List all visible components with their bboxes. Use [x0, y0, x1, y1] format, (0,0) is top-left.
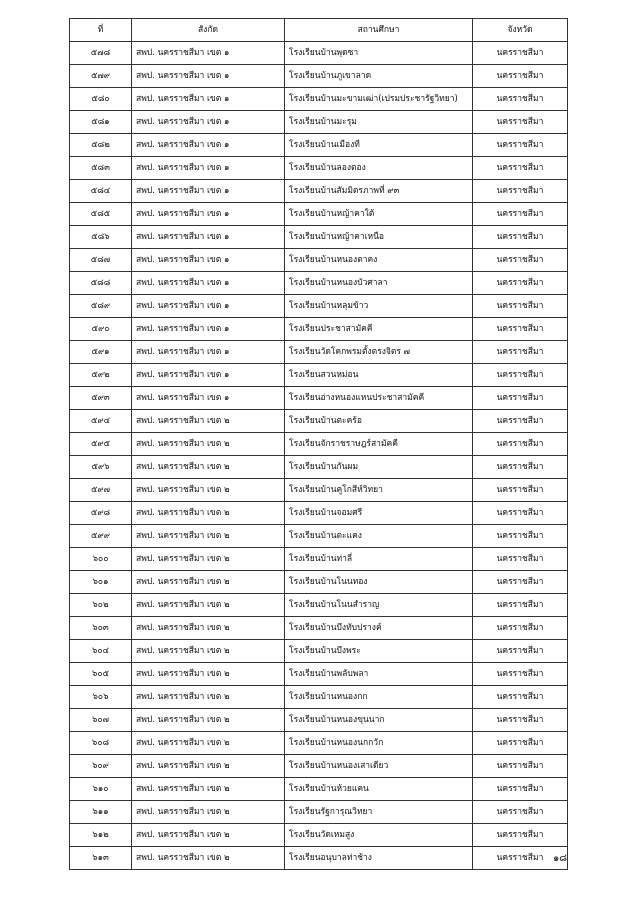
row-province: นครราชสีมา — [473, 410, 568, 433]
header-area: สังกัด — [132, 19, 285, 42]
row-area: สพป. นครราชสีมา เขต ๒ — [132, 410, 285, 433]
row-number: ๕๘๑ — [70, 111, 132, 134]
row-school-name: โรงเรียนบ้านหญ้าคาเหนือ — [285, 226, 473, 249]
table-row — [70, 571, 568, 594]
row-province: นครราชสีมา — [473, 755, 568, 778]
table-row — [70, 755, 568, 778]
header-no: ที่ — [70, 19, 132, 42]
row-area: สพป. นครราชสีมา เขต ๒ — [132, 686, 285, 709]
table-row — [70, 134, 568, 157]
row-province: นครราชสีมา — [473, 318, 568, 341]
row-school-name: โรงเรียนบ้านมะรุม — [285, 111, 473, 134]
row-number: ๕๘๒ — [70, 134, 132, 157]
row-school-name: โรงเรียนบ้านท่าลี่ — [285, 548, 473, 571]
row-province: นครราชสีมา — [473, 732, 568, 755]
row-school-name: โรงเรียนบ้านโนนสำราญ — [285, 594, 473, 617]
row-number: ๕๙๔ — [70, 410, 132, 433]
row-school-name: โรงเรียนบ้านลองตอง — [285, 157, 473, 180]
row-province: นครราชสีมา — [473, 502, 568, 525]
row-school-name: โรงเรียนบ้านหนองเสาเดียว — [285, 755, 473, 778]
row-area: สพป. นครราชสีมา เขต ๒ — [132, 617, 285, 640]
row-province: นครราชสีมา — [473, 65, 568, 88]
row-number: ๕๘๐ — [70, 88, 132, 111]
row-school-name: โรงเรียนบ้านกันผม — [285, 456, 473, 479]
table-row — [70, 548, 568, 571]
row-number: ๖๑๑ — [70, 801, 132, 824]
row-school-name: โรงเรียนสวนหม่อน — [285, 364, 473, 387]
row-area: สพป. นครราชสีมา เขต ๑ — [132, 42, 285, 65]
row-area: สพป. นครราชสีมา เขต ๒ — [132, 456, 285, 479]
row-province: นครราชสีมา — [473, 203, 568, 226]
row-province: นครราชสีมา — [473, 778, 568, 801]
row-school-name: โรงเรียนบ้านเมืองที — [285, 134, 473, 157]
row-province: นครราชสีมา — [473, 341, 568, 364]
table-row — [70, 318, 568, 341]
row-area: สพป. นครราชสีมา เขต ๑ — [132, 364, 285, 387]
row-school-name: โรงเรียนบ้านตะแคง — [285, 525, 473, 548]
row-school-name: โรงเรียนรัฐการุณวิทยา — [285, 801, 473, 824]
row-area: สพป. นครราชสีมา เขต ๒ — [132, 525, 285, 548]
table-row — [70, 111, 568, 134]
row-province: นครราชสีมา — [473, 686, 568, 709]
table-row — [70, 272, 568, 295]
row-number: ๖๑๓ — [70, 847, 132, 870]
table-row — [70, 203, 568, 226]
table-row — [70, 364, 568, 387]
row-school-name: โรงเรียนบ้านพลับพลา — [285, 663, 473, 686]
row-school-name: โรงเรียนจักราชราษฎร์สามัคคี — [285, 433, 473, 456]
table-row — [70, 180, 568, 203]
row-area: สพป. นครราชสีมา เขต ๑ — [132, 203, 285, 226]
row-province: นครราชสีมา — [473, 226, 568, 249]
row-number: ๕๗๘ — [70, 42, 132, 65]
row-school-name: โรงเรียนบ้านภูเขาลาด — [285, 65, 473, 88]
row-area: สพป. นครราชสีมา เขต ๑ — [132, 157, 285, 180]
row-school-name: โรงเรียนอ่างหนองแหนประชาสามัคคี — [285, 387, 473, 410]
row-area: สพป. นครราชสีมา เขต ๑ — [132, 341, 285, 364]
row-province: นครราชสีมา — [473, 640, 568, 663]
row-school-name: โรงเรียนบ้านหญ้าคาใต้ — [285, 203, 473, 226]
row-number: ๕๙๙ — [70, 525, 132, 548]
row-school-name: โรงเรียนบ้านหนองบัวศาลา — [285, 272, 473, 295]
table-row — [70, 387, 568, 410]
row-area: สพป. นครราชสีมา เขต ๑ — [132, 387, 285, 410]
table-row — [70, 525, 568, 548]
row-province: นครราชสีมา — [473, 617, 568, 640]
table-row — [70, 42, 568, 65]
row-area: สพป. นครราชสีมา เขต ๒ — [132, 755, 285, 778]
row-number: ๕๘๓ — [70, 157, 132, 180]
row-area: สพป. นครราชสีมา เขต ๒ — [132, 709, 285, 732]
row-province: นครราชสีมา — [473, 456, 568, 479]
table-row — [70, 502, 568, 525]
row-province: นครราชสีมา — [473, 594, 568, 617]
row-province: นครราชสีมา — [473, 157, 568, 180]
row-province: นครราชสีมา — [473, 801, 568, 824]
row-area: สพป. นครราชสีมา เขต ๑ — [132, 134, 285, 157]
table-row — [70, 410, 568, 433]
row-school-name: โรงเรียนบ้านจอมศรี — [285, 502, 473, 525]
row-school-name: โรงเรียนบ้านบึงทับปรางค์ — [285, 617, 473, 640]
row-area: สพป. นครราชสีมา เขต ๒ — [132, 732, 285, 755]
header-row — [70, 19, 568, 42]
row-number: ๖๐๗ — [70, 709, 132, 732]
row-school-name: โรงเรียนบ้านห้วยแคน — [285, 778, 473, 801]
table-row — [70, 617, 568, 640]
table-header — [70, 19, 568, 42]
row-area: สพป. นครราชสีมา เขต ๒ — [132, 571, 285, 594]
row-number: ๖๑๐ — [70, 778, 132, 801]
table-row — [70, 640, 568, 663]
row-number: ๕๘๖ — [70, 226, 132, 249]
table-row — [70, 341, 568, 364]
row-province: นครราชสีมา — [473, 847, 568, 870]
row-school-name: โรงเรียนบ้านโนนทอง — [285, 571, 473, 594]
row-number: ๕๙๐ — [70, 318, 132, 341]
row-province: นครราชสีมา — [473, 134, 568, 157]
row-number: ๖๐๔ — [70, 640, 132, 663]
row-school-name: โรงเรียนบ้านหนองนกกวัก — [285, 732, 473, 755]
row-province: นครราชสีมา — [473, 249, 568, 272]
header-school: สถานศึกษา — [285, 19, 473, 42]
row-province: นครราชสีมา — [473, 180, 568, 203]
row-number: ๕๙๘ — [70, 502, 132, 525]
row-province: นครราชสีมา — [473, 295, 568, 318]
row-number: ๖๑๒ — [70, 824, 132, 847]
table-row — [70, 88, 568, 111]
row-school-name: โรงเรียนบ้านหนองกก — [285, 686, 473, 709]
table-row — [70, 433, 568, 456]
row-school-name: โรงเรียนบ้านหนองขุนนาก — [285, 709, 473, 732]
row-province: นครราชสีมา — [473, 525, 568, 548]
table-row — [70, 479, 568, 502]
row-province: นครราชสีมา — [473, 709, 568, 732]
row-area: สพป. นครราชสีมา เขต ๒ — [132, 548, 285, 571]
row-number: ๖๐๑ — [70, 571, 132, 594]
row-area: สพป. นครราชสีมา เขต ๒ — [132, 433, 285, 456]
row-area: สพป. นครราชสีมา เขต ๒ — [132, 847, 285, 870]
row-area: สพป. นครราชสีมา เขต ๑ — [132, 272, 285, 295]
row-area: สพป. นครราชสีมา เขต ๑ — [132, 318, 285, 341]
row-province: นครราชสีมา — [473, 88, 568, 111]
row-area: สพป. นครราชสีมา เขต ๒ — [132, 502, 285, 525]
row-number: ๕๘๙ — [70, 295, 132, 318]
table-row — [70, 801, 568, 824]
row-school-name: โรงเรียนประชาสามัคคี — [285, 318, 473, 341]
table-row — [70, 295, 568, 318]
row-number: ๕๙๖ — [70, 456, 132, 479]
row-number: ๕๙๑ — [70, 341, 132, 364]
table-row — [70, 709, 568, 732]
table-row — [70, 847, 568, 870]
row-area: สพป. นครราชสีมา เขต ๒ — [132, 824, 285, 847]
row-number: ๕๘๕ — [70, 203, 132, 226]
table-row — [70, 594, 568, 617]
row-number: ๖๐๓ — [70, 617, 132, 640]
row-province: นครราชสีมา — [473, 387, 568, 410]
row-school-name: โรงเรียนบ้านหนองตาคง — [285, 249, 473, 272]
row-school-name: โรงเรียนบ้านคูโกสีห์วิทยา — [285, 479, 473, 502]
table-row — [70, 157, 568, 180]
row-province: นครราชสีมา — [473, 479, 568, 502]
row-school-name: โรงเรียนบ้านมะขามเฒ่า(เปรมประชารัฐวิทยา) — [285, 88, 473, 111]
row-number: ๕๘๘ — [70, 272, 132, 295]
row-area: สพป. นครราชสีมา เขต ๑ — [132, 226, 285, 249]
row-area: สพป. นครราชสีมา เขต ๒ — [132, 479, 285, 502]
row-number: ๖๐๕ — [70, 663, 132, 686]
row-area: สพป. นครราชสีมา เขต ๑ — [132, 249, 285, 272]
row-area: สพป. นครราชสีมา เขต ๑ — [132, 88, 285, 111]
table-row — [70, 663, 568, 686]
header-province: จังหวัด — [473, 19, 568, 42]
row-school-name: โรงเรียนบ้านตะคร้อ — [285, 410, 473, 433]
row-school-name: โรงเรียนวัดโคกพรมตั้งตรงจิตร ๗ — [285, 341, 473, 364]
school-list-table — [69, 18, 568, 870]
page-number: ๑๘ — [552, 853, 567, 864]
row-number: ๕๙๓ — [70, 387, 132, 410]
row-school-name: โรงเรียนบ้านสัมมิตรภาพที่ ๙๓ — [285, 180, 473, 203]
table-row — [70, 249, 568, 272]
row-school-name: โรงเรียนบ้านพุดซา — [285, 42, 473, 65]
row-area: สพป. นครราชสีมา เขต ๒ — [132, 640, 285, 663]
table-row — [70, 686, 568, 709]
row-school-name: โรงเรียนวัดเหมสูง — [285, 824, 473, 847]
row-number: ๖๐๐ — [70, 548, 132, 571]
row-number: ๕๘๔ — [70, 180, 132, 203]
row-number: ๖๐๘ — [70, 732, 132, 755]
table-row — [70, 456, 568, 479]
row-school-name: โรงเรียนบ้านหลุมข้าว — [285, 295, 473, 318]
row-number: ๕๙๕ — [70, 433, 132, 456]
row-number: ๕๙๗ — [70, 479, 132, 502]
row-province: นครราชสีมา — [473, 433, 568, 456]
row-province: นครราชสีมา — [473, 42, 568, 65]
row-area: สพป. นครราชสีมา เขต ๒ — [132, 801, 285, 824]
row-area: สพป. นครราชสีมา เขต ๒ — [132, 778, 285, 801]
table-row — [70, 226, 568, 249]
table-row — [70, 824, 568, 847]
row-number: ๕๘๗ — [70, 249, 132, 272]
row-number: ๖๐๒ — [70, 594, 132, 617]
row-province: นครราชสีมา — [473, 111, 568, 134]
row-number: ๕๗๙ — [70, 65, 132, 88]
table-row — [70, 778, 568, 801]
row-province: นครราชสีมา — [473, 663, 568, 686]
table-row — [70, 65, 568, 88]
row-school-name: โรงเรียนอนุบาลท่าช้าง — [285, 847, 473, 870]
table-body — [70, 42, 568, 870]
row-area: สพป. นครราชสีมา เขต ๒ — [132, 594, 285, 617]
row-area: สพป. นครราชสีมา เขต ๑ — [132, 180, 285, 203]
row-area: สพป. นครราชสีมา เขต ๒ — [132, 663, 285, 686]
row-province: นครราชสีมา — [473, 571, 568, 594]
row-number: ๖๐๖ — [70, 686, 132, 709]
row-province: นครราชสีมา — [473, 548, 568, 571]
table-row — [70, 732, 568, 755]
row-area: สพป. นครราชสีมา เขต ๑ — [132, 111, 285, 134]
row-school-name: โรงเรียนบ้านบึงพระ — [285, 640, 473, 663]
row-province: นครราชสีมา — [473, 824, 568, 847]
row-number: ๖๐๙ — [70, 755, 132, 778]
row-province: นครราชสีมา — [473, 364, 568, 387]
row-province: นครราชสีมา — [473, 272, 568, 295]
row-area: สพป. นครราชสีมา เขต ๑ — [132, 65, 285, 88]
row-area: สพป. นครราชสีมา เขต ๑ — [132, 295, 285, 318]
row-number: ๕๙๒ — [70, 364, 132, 387]
